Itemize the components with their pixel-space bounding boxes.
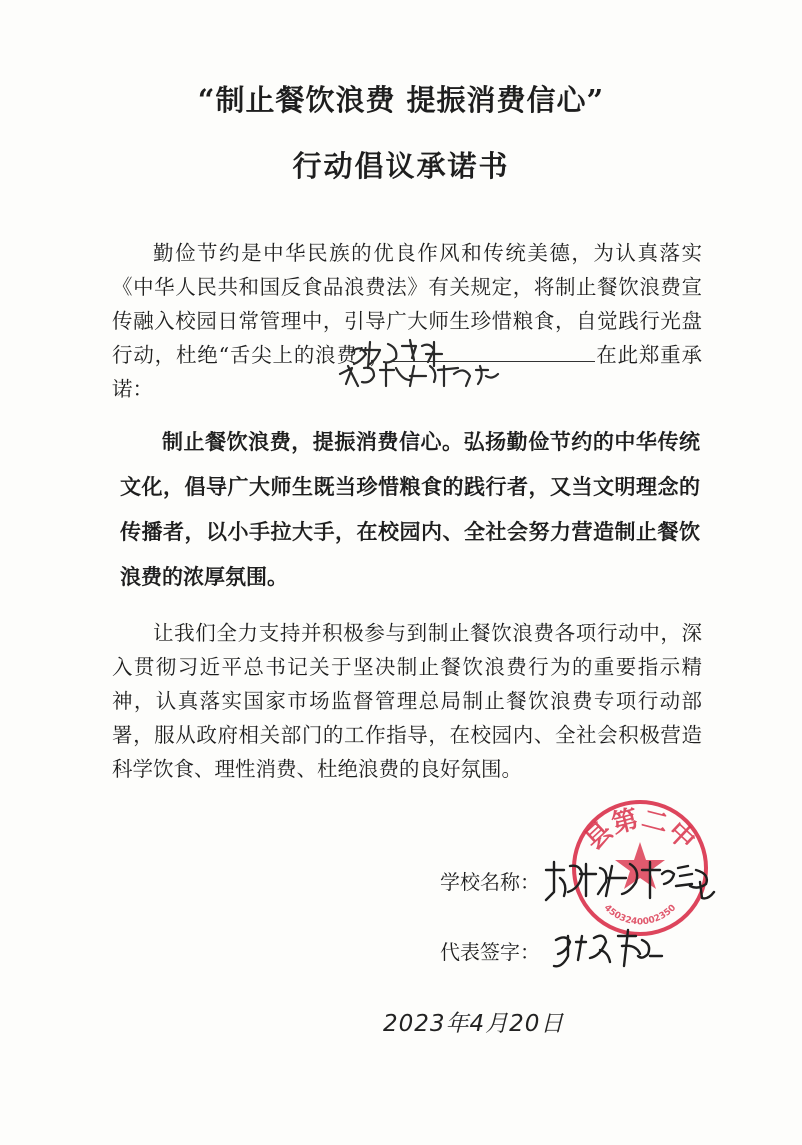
handwritten-date: 2023年4月20日 (383, 1011, 565, 1037)
paragraph-1-text: 勤俭节约是中华民族的优良作风和传统美德，为认真落实《中华人民共和国反食品浪费法》有关规定，将制止餐饮浪费宣传融入校园日常管理中，引导广大师生珍惜粮食，自觉践行光盘行动，杜绝“舌尖上的浪费”， (112, 241, 702, 367)
title-line-2: 行动倡议承诺书 (292, 149, 510, 183)
seal-text: 县第二中 (579, 804, 701, 857)
paragraph-2-bold: 制止餐饮浪费，提振消费信心。弘扬勤俭节约的中华传统文化，倡导广大师生既当珍惜粮食的践行者，又当文明理念的传播者，以小手拉大手，在校园内、全社会努力营造制止餐饮浪费的浓厚氛围。 (120, 430, 700, 589)
handwritten-school-name (540, 856, 730, 908)
handwritten-representative-signature (548, 926, 678, 976)
title-line-1: “制止餐饮浪费 提振消费信心” (197, 83, 605, 117)
handwritten-signature-over-blank (330, 336, 550, 392)
school-name-row (440, 866, 540, 895)
representative-label: 代表签字： (440, 940, 540, 964)
representative-row (440, 936, 540, 965)
paragraph-3: 让我们全力支持并积极参与到制止餐饮浪费各项行动中，深入贯彻习近平总书记关于坚决制止餐饮浪费行为的重要指示精神，认真落实国家市场监督管理总局制止餐饮浪费专项行动部署，服从政府相关部门的工作指导，在校园内、全社会积极营造科学饮食、理性消费、杜绝浪费的良好氛围。 (112, 621, 702, 781)
paragraph-1-end: 在此郑重承诺： (112, 343, 702, 401)
school-name-label: 学校名称： (440, 870, 540, 894)
seal-serial: 4503240002350 (601, 903, 679, 928)
